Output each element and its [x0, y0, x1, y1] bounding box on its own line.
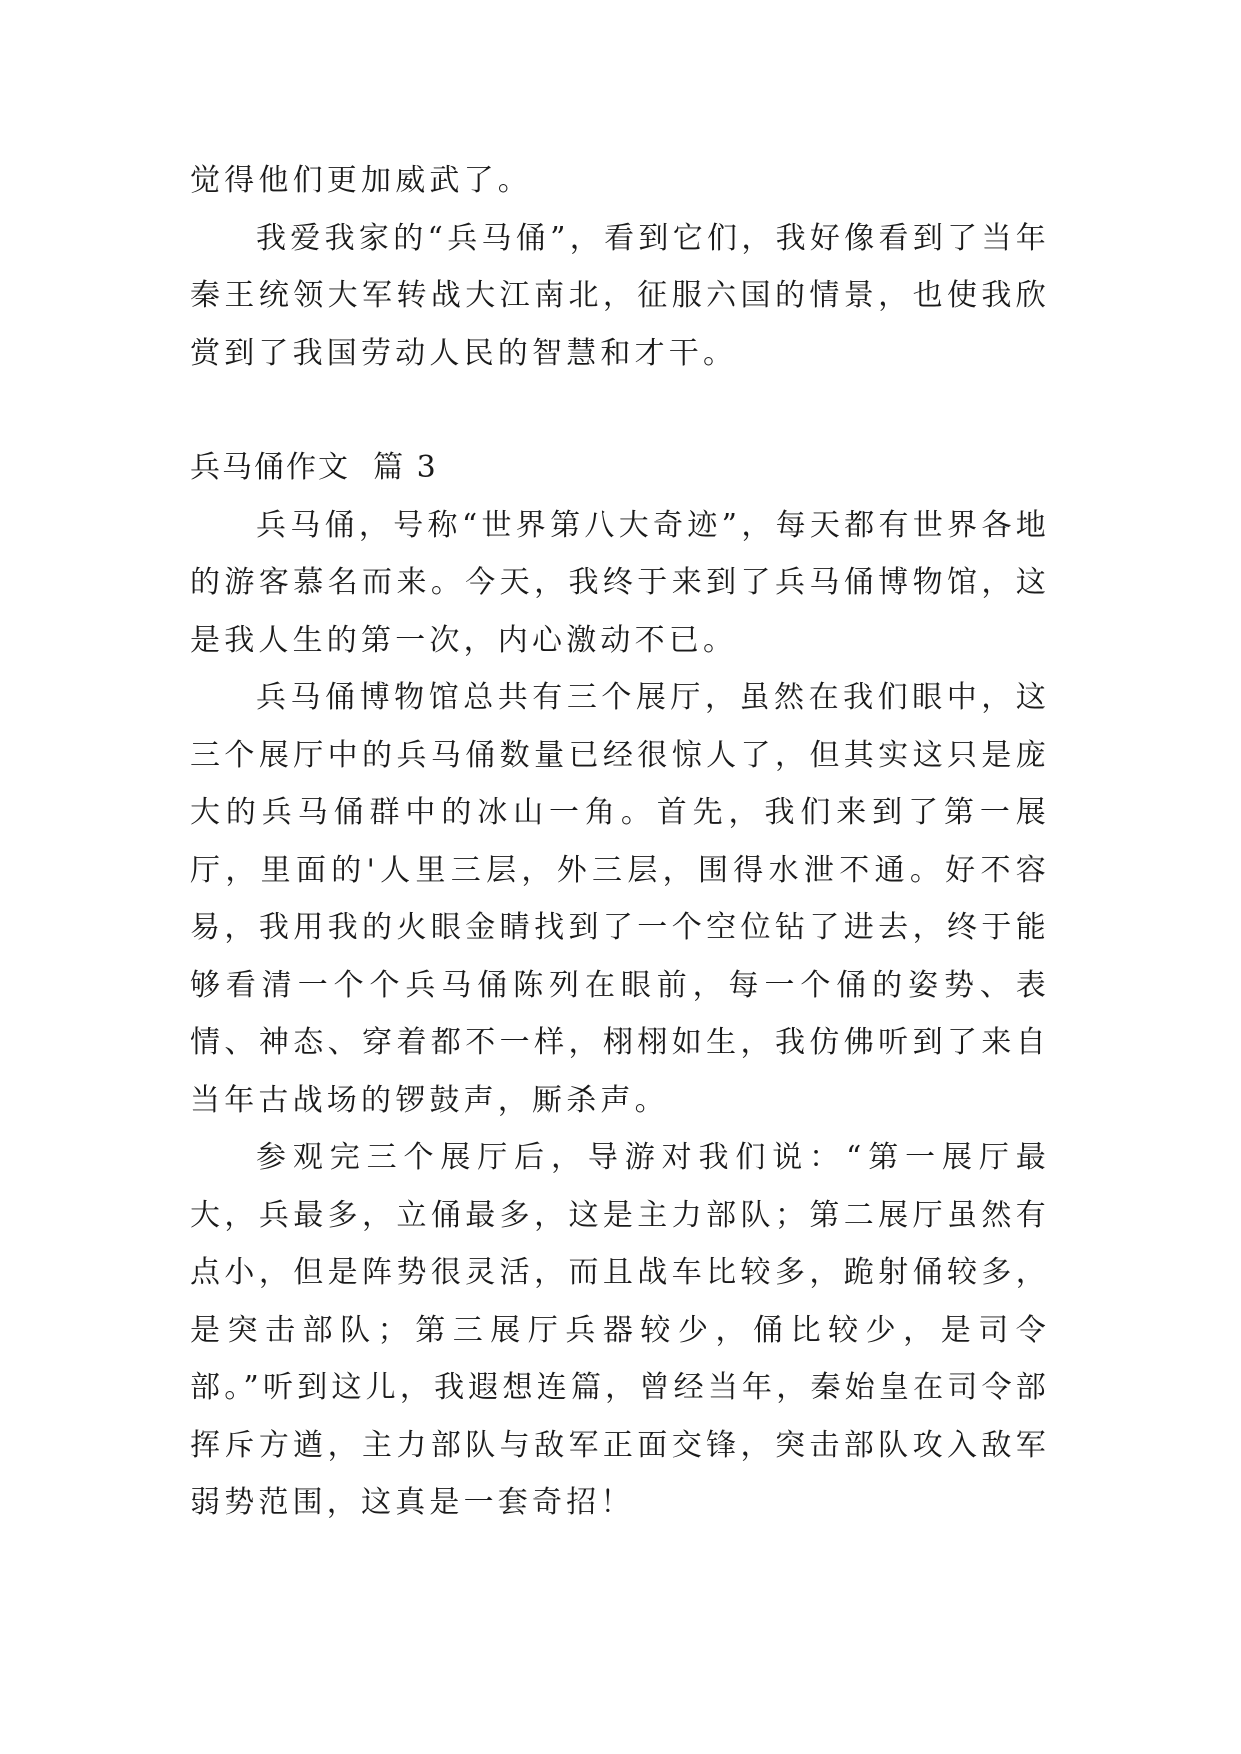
section-spacer [190, 382, 1050, 439]
continued-paragraph: 觉得他们更加威武了。 [190, 163, 532, 198]
paragraph-guide-explanation: 参观完三个展厅后，导游对我们说：“第一展厅最大，兵最多，立俑最多，这是主力部队；第二展厅虽然有点小，但是阵势很灵活，而且战车比较多，跪射俑较多，是突击部队；第三展厅兵器较少，俑比较少，是司令部。”听到这儿，我遐想连篇，曾经当年，秦始皇在司令部挥斥方遒，主力部队与敌军正面交锋，突击部队攻入敌军弱势范围，这真是一套奇招！ [190, 1140, 1050, 1520]
paragraph-intro: 兵马俑，号称“世界第八大奇迹”，每天都有世界各地的游客慕名而来。今天，我终于来到了兵马俑博物馆，这是我人生的第一次，内心激动不已。 [190, 507, 1050, 658]
paragraph-love-terracotta: 我爱我家的“兵马俑”，看到它们，我好像看到了当年秦王统领大军转战大江南北，征服六国的情景，也使我欣赏到了我国劳动人民的智慧和才干。 [190, 220, 1050, 371]
paragraph-museum-halls: 兵马俑博物馆总共有三个展厅，虽然在我们眼中，这三个展厅中的兵马俑数量已经很惊人了，但其实这只是庞大的兵马俑群中的冰山一角。首先，我们来到了第一展厅，里面的'人里三层，外三层，围得水泄不通。好不容易，我用我的火眼金睛找到了一个空位钻了进去，终于能够看清一个个兵马俑陈列在眼前，每一个俑的姿势、表情、神态、穿着都不一样，栩栩如生，我仿佛听到了来自当年古战场的锣鼓声，厮杀声。 [190, 680, 1050, 1118]
document-page [190, 152, 1050, 1532]
section-title: 兵马俑作文 篇 3 [190, 450, 438, 485]
